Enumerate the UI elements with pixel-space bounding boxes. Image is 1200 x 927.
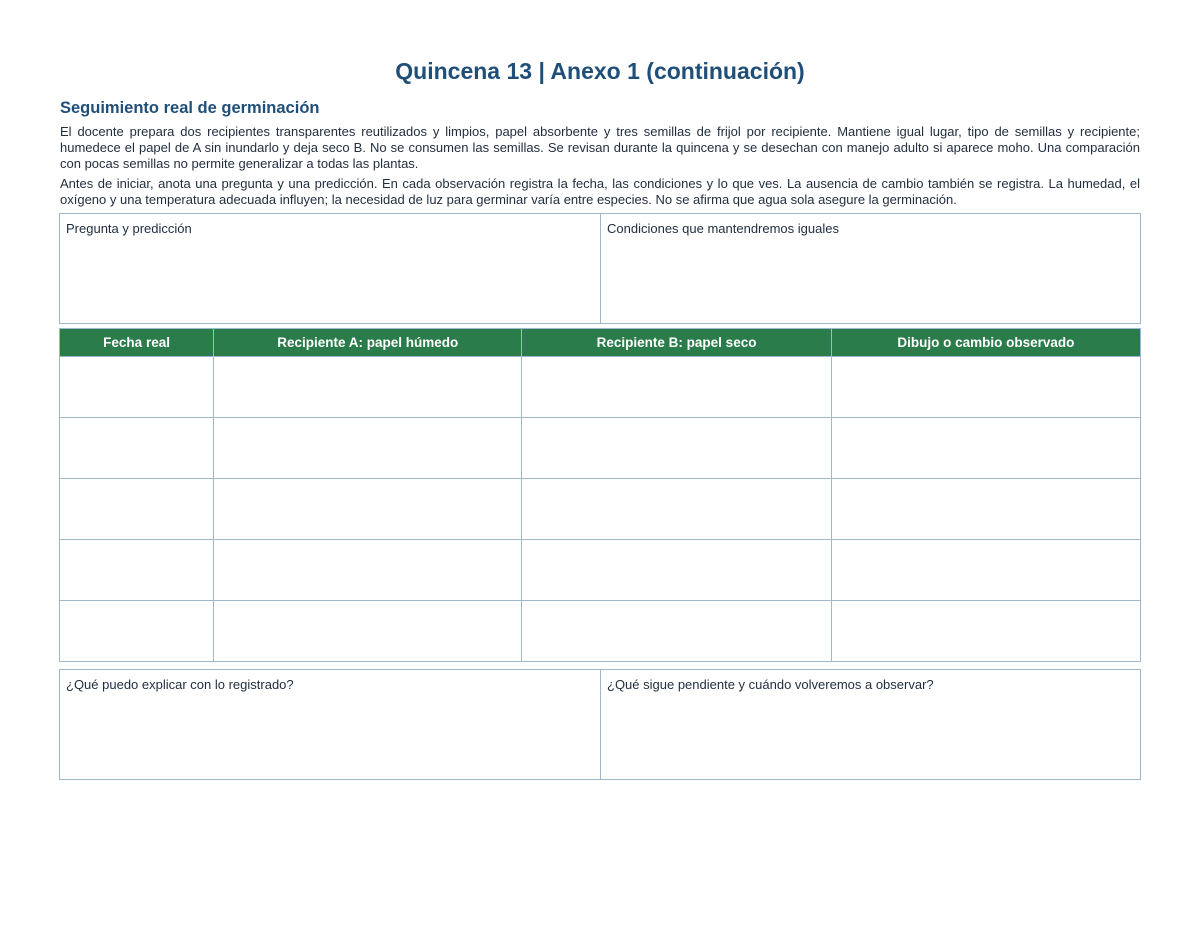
page-title: Quincena 13 | Anexo 1 (continuación) <box>395 58 805 84</box>
date-cell[interactable] <box>60 357 214 418</box>
table-body <box>60 357 1141 662</box>
observation-cell[interactable] <box>831 479 1140 540</box>
table-row <box>60 479 1141 540</box>
section-heading: Seguimiento real de germinación <box>60 99 320 117</box>
container-b-cell[interactable] <box>522 540 831 601</box>
column-header-container-b: Recipiente B: papel seco <box>522 329 831 357</box>
observation-cell[interactable] <box>831 418 1140 479</box>
pending-box[interactable]: ¿Qué sigue pendiente y cuándo volveremos a observar? <box>600 670 1140 779</box>
prediction-boxes <box>59 213 1141 324</box>
date-cell[interactable] <box>60 540 214 601</box>
column-header-container-a: Recipiente A: papel húmedo <box>214 329 522 357</box>
table-row <box>60 418 1141 479</box>
observation-table <box>59 328 1141 662</box>
date-cell[interactable] <box>60 601 214 662</box>
observation-cell[interactable] <box>831 357 1140 418</box>
container-a-cell[interactable] <box>214 357 522 418</box>
container-b-cell[interactable] <box>522 601 831 662</box>
column-header-date: Fecha real <box>60 329 214 357</box>
table-row <box>60 540 1141 601</box>
container-b-cell[interactable] <box>522 357 831 418</box>
instructions-paragraph: El docente prepara dos recipientes transparentes reutilizados y limpios, papel absorbente y tres semillas de frijol por recipiente. Mantiene igual lugar, tipo de semillas y recipiente; humedece el papel de A sin inundarlo y deja seco B. No se consumen las semillas. Se revisan durante la quincena y se desechan con manejo adulto si aparece moho. Una comparación con pocas semillas no permite generalizar a todas las plantas. <box>60 124 1140 171</box>
container-a-cell[interactable] <box>214 601 522 662</box>
container-a-cell[interactable] <box>214 418 522 479</box>
table-header-row <box>60 329 1141 357</box>
container-b-cell[interactable] <box>522 479 831 540</box>
constant-conditions-box[interactable]: Condiciones que mantendremos iguales <box>600 214 1140 323</box>
container-a-cell[interactable] <box>214 479 522 540</box>
explanation-box[interactable]: ¿Qué puedo explicar con lo registrado? <box>66 677 294 692</box>
observation-cell[interactable] <box>831 601 1140 662</box>
date-cell[interactable] <box>60 479 214 540</box>
instructions-paragraph: Antes de iniciar, anota una pregunta y una predicción. En cada observación registra la fecha, las condiciones y lo que ves. La ausencia de cambio también se registra. La humedad, el oxígeno y una temperatura adecuada influyen; la necesidad de luz para germinar varía entre especies. No se afirma que agua sola asegure la germinación. <box>60 176 1140 207</box>
container-a-cell[interactable] <box>214 540 522 601</box>
container-b-cell[interactable] <box>522 418 831 479</box>
reflection-boxes <box>59 669 1141 780</box>
column-header-observation: Dibujo o cambio observado <box>831 329 1140 357</box>
observation-cell[interactable] <box>831 540 1140 601</box>
question-prediction-box[interactable]: Pregunta y predicción <box>66 221 192 236</box>
date-cell[interactable] <box>60 418 214 479</box>
table-row <box>60 601 1141 662</box>
table-row <box>60 357 1141 418</box>
